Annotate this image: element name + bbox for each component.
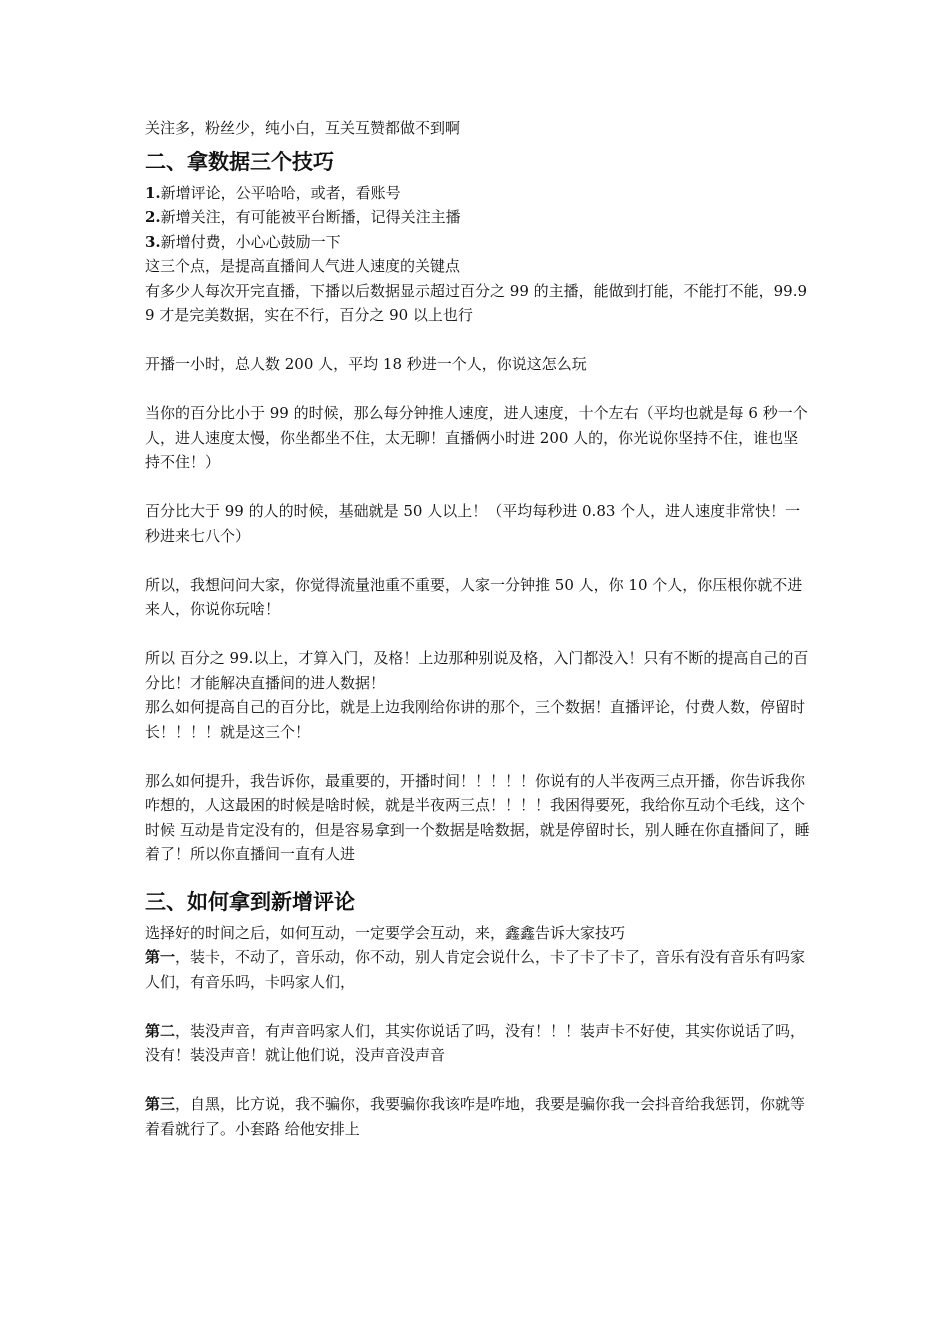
tip-2-label: 第二 [145, 1021, 176, 1040]
below-99-paragraph: 当你的百分比小于 99 的时候，那么每分钟推人速度，进人速度，十个左右（平均也就是每 6 秒一个人，进人速度太慢，你坐都坐不住，太无聊！直播俩小时进 200 人的，你光说你坚持不住，谁也坚持不住！） [145, 404, 808, 471]
list-item-2 [145, 205, 810, 230]
tip-2-paragraph [145, 1019, 810, 1068]
tip-1-text: ，装卡，不动了，音乐动，你不动，别人肯定会说什么，卡了卡了卡了，音乐有没有音乐有吗家人们，有音乐吗，卡吗家人们， [145, 948, 806, 991]
list-number-1: 1. [145, 183, 161, 202]
list-text-3: 新增付费，小心心鼓励一下 [160, 232, 341, 251]
tip-3-paragraph [145, 1092, 810, 1141]
three-data-paragraph: 那么如何提高自己的百分比，就是上边我刚给你讲的那个，三个数据！直播评论，付费人数，停留时长！！！！就是这三个！ [145, 698, 806, 741]
interaction-intro-paragraph: 选择好的时间之后，如何互动，一定要学会互动，来，鑫鑫告诉大家技巧 [145, 923, 626, 942]
tip-1-paragraph [145, 945, 810, 994]
key-points-paragraph: 这三个点，是提高直播间人气进人速度的关键点 [145, 257, 461, 275]
list-number-3: 3. [145, 232, 161, 251]
traffic-pool-paragraph: 所以，我想问问大家，你觉得流量池重不重要，人家一分钟推 50 人，你 10 个人，你压根你就不进来人，你说你玩啥！ [145, 575, 803, 618]
document-page [145, 116, 810, 1141]
entry-level-paragraph: 所以 百分之 99.以上，才算入门，及格！上边那种别说及格，入门都没入！只有不断的提高自己的百分比！才能解决直播间的进人数据！ [145, 649, 809, 692]
list-text-2: 新增关注，有可能被平台断播，记得关注主播 [160, 208, 461, 226]
one-hour-paragraph: 开播一小时，总人数 200 人，平均 18 秒进一个人，你说这怎么玩 [145, 355, 587, 373]
section-2-heading: 二、拿数据三个技巧 [145, 149, 334, 174]
percentage-paragraph: 有多少人每次开完直播，下播以后数据显示超过百分之 99 的主播，能做到打能，不能打不能，99.99 才是完美数据，实在不行，百分之 90 以上也行 [145, 281, 808, 324]
list-number-2: 2. [145, 208, 161, 226]
tip-3-text: ，自黑，比方说，我不骗你，我要骗你我该咋是咋地，我要是骗你我一会抖音给我惩罚，你就等着看就行了。小套路 给他安排上 [145, 1095, 806, 1138]
tip-2-text: ，装没声音，有声音吗家人们，其实你说话了吗，没有！！！装声卡不好使，其实你说话了吗，没有！装没声音！就让他们说，没声音没声音 [145, 1021, 806, 1064]
list-item-1 [145, 181, 810, 206]
section-3-heading: 三、如何拿到新增评论 [145, 889, 355, 914]
list-item-3 [145, 230, 810, 255]
intro-paragraph: 关注多，粉丝少，纯小白，互关互赞都做不到啊 [145, 119, 461, 137]
tip-1-label: 第一 [145, 948, 176, 966]
list-text-1: 新增评论，公平哈哈，或者，看账号 [160, 183, 401, 202]
above-99-paragraph: 百分比大于 99 的人的时候，基础就是 50 人以上！（平均每秒进 0.83 个人，进人速度非常快！一秒进来七八个） [145, 502, 801, 545]
stream-time-paragraph: 那么如何提升，我告诉你，最重要的，开播时间！！！！！你说有的人半夜两三点开播，你告诉我你咋想的，人这最困的时候是啥时候，就是半夜两三点！！！！我困得要死，我给你互动个毛线，这个时候 互动是肯定没有的，但是容易拿到一个数据是啥数据，就是停留时长，别人睡在你直播间了，睡着了！所以你直播间一直有人进 [145, 771, 810, 863]
tip-3-label: 第三 [145, 1095, 176, 1113]
